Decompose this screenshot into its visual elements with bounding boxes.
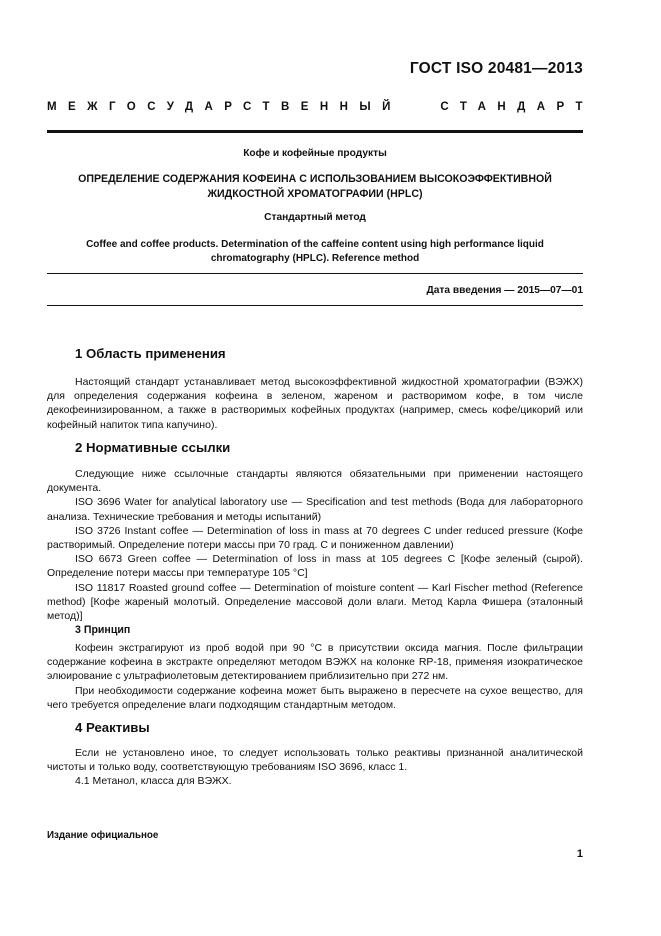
reference-iso-11817: ISO 11817 Roasted ground coffee — Determination of moisture content — Karl Fischer method (Reference method) [Кофе жареный молотый. Определение массовой доли влаги. Метод Карла Фишера (эталонный метод)] bbox=[47, 581, 583, 623]
document-title bbox=[47, 172, 583, 202]
standard-banner bbox=[47, 101, 594, 117]
date-divider bbox=[47, 305, 583, 306]
section-4-heading: 4 Реактивы bbox=[75, 720, 150, 735]
reference-iso-3696: ISO 3696 Water for analytical laboratory use — Specification and test methods (Вода для лабораторного анализа. Технические требования и методы испытаний) bbox=[47, 496, 583, 523]
product-category: Кофе и кофейные продукты bbox=[243, 148, 387, 159]
scope-paragraph: Настоящий стандарт устанавливает метод высокоэффективной жидкостной хроматографии (ВЭЖХ) для определения содержания кофеина в зеленом, жареном и растворимом кофе, в том числе декофеинизированном, а также в растворимых кофейных продуктах (например, смесь кофе/цикорий или кофейный напиток типа капучино). bbox=[47, 376, 583, 431]
section-1-body bbox=[47, 375, 583, 432]
principle-paragraph-2: При необходимости содержание кофеина может быть выражено в пересчете на сухое вещество, для чего требуется определение влаги подходящим стандартным методом. bbox=[47, 684, 583, 711]
page-number: 1 bbox=[576, 848, 583, 860]
title-line-1: ОПРЕДЕЛЕНИЕ СОДЕРЖАНИЯ КОФЕИНА С ИСПОЛЬЗОВАНИЕМ ВЫСОКОЭФФЕКТИВНОЙ bbox=[78, 173, 552, 185]
banner-word-interstate: МЕЖГОСУДАРСТВЕННЫЙ bbox=[47, 101, 402, 113]
english-title-line-2: chromatography (HPLC). Reference method bbox=[210, 253, 420, 264]
title-line-2: ЖИДКОСТНОЙ ХРОМАТОГРАФИИ (HPLC) bbox=[207, 188, 423, 200]
principle-paragraph-1: Кофеин экстрагируют из проб водой при 90 °C в присутствии оксида магния. После фильтрации содержание кофеина в экстракте определяют методом ВЭЖХ на колонке RP-18, применяя изократическое элюирование с ультрафиолетовым детектированием приблизительно при 272 нм. bbox=[47, 642, 583, 683]
english-title bbox=[47, 238, 583, 266]
section-2-body bbox=[47, 467, 583, 623]
section-4-body bbox=[47, 746, 583, 789]
reagent-4-1: 4.1 Метанол, класса для ВЭЖХ. bbox=[75, 775, 232, 788]
references-intro: Следующие ниже ссылочные стандарты являются обязательными при применении настоящего документа. bbox=[47, 468, 583, 495]
english-title-line-1: Coffee and coffee products. Determination of the caffeine content using high performance liquid bbox=[86, 239, 544, 250]
reference-iso-3726: ISO 3726 Instant coffee — Determination of loss in mass at 70 degrees C under reduced pressure (Кофе растворимый. Определение потери массы при 70 град. С и пониженном давлении) bbox=[47, 524, 583, 552]
section-2-heading: 2 Нормативные ссылки bbox=[75, 440, 231, 455]
title-divider bbox=[47, 273, 583, 274]
introduction-date: Дата введения — 2015—07—01 bbox=[426, 285, 583, 296]
top-thick-rule bbox=[47, 130, 583, 133]
section-3-body bbox=[47, 641, 583, 712]
official-edition-label: Издание официальное bbox=[47, 830, 159, 841]
section-3-heading: 3 Принцип bbox=[75, 624, 131, 636]
reference-iso-6673: ISO 6673 Green coffee — Determination of loss in mass at 105 degrees C [Кофе зеленый (сырой). Определение потери массы при температуре 105 °C] bbox=[47, 553, 583, 580]
method-label: Стандартный метод bbox=[264, 212, 366, 223]
reagents-paragraph: Если не установлено иное, то следует использовать только реактивы признанной аналитической чистоты и только воду, соответствующую требованиям ISO 3696, класс 1. bbox=[47, 747, 583, 774]
standard-number: ГОСТ ISO 20481—2013 bbox=[409, 60, 583, 77]
banner-word-standard: СТАНДАРТ bbox=[440, 101, 594, 113]
section-1-heading: 1 Область применения bbox=[75, 346, 226, 361]
